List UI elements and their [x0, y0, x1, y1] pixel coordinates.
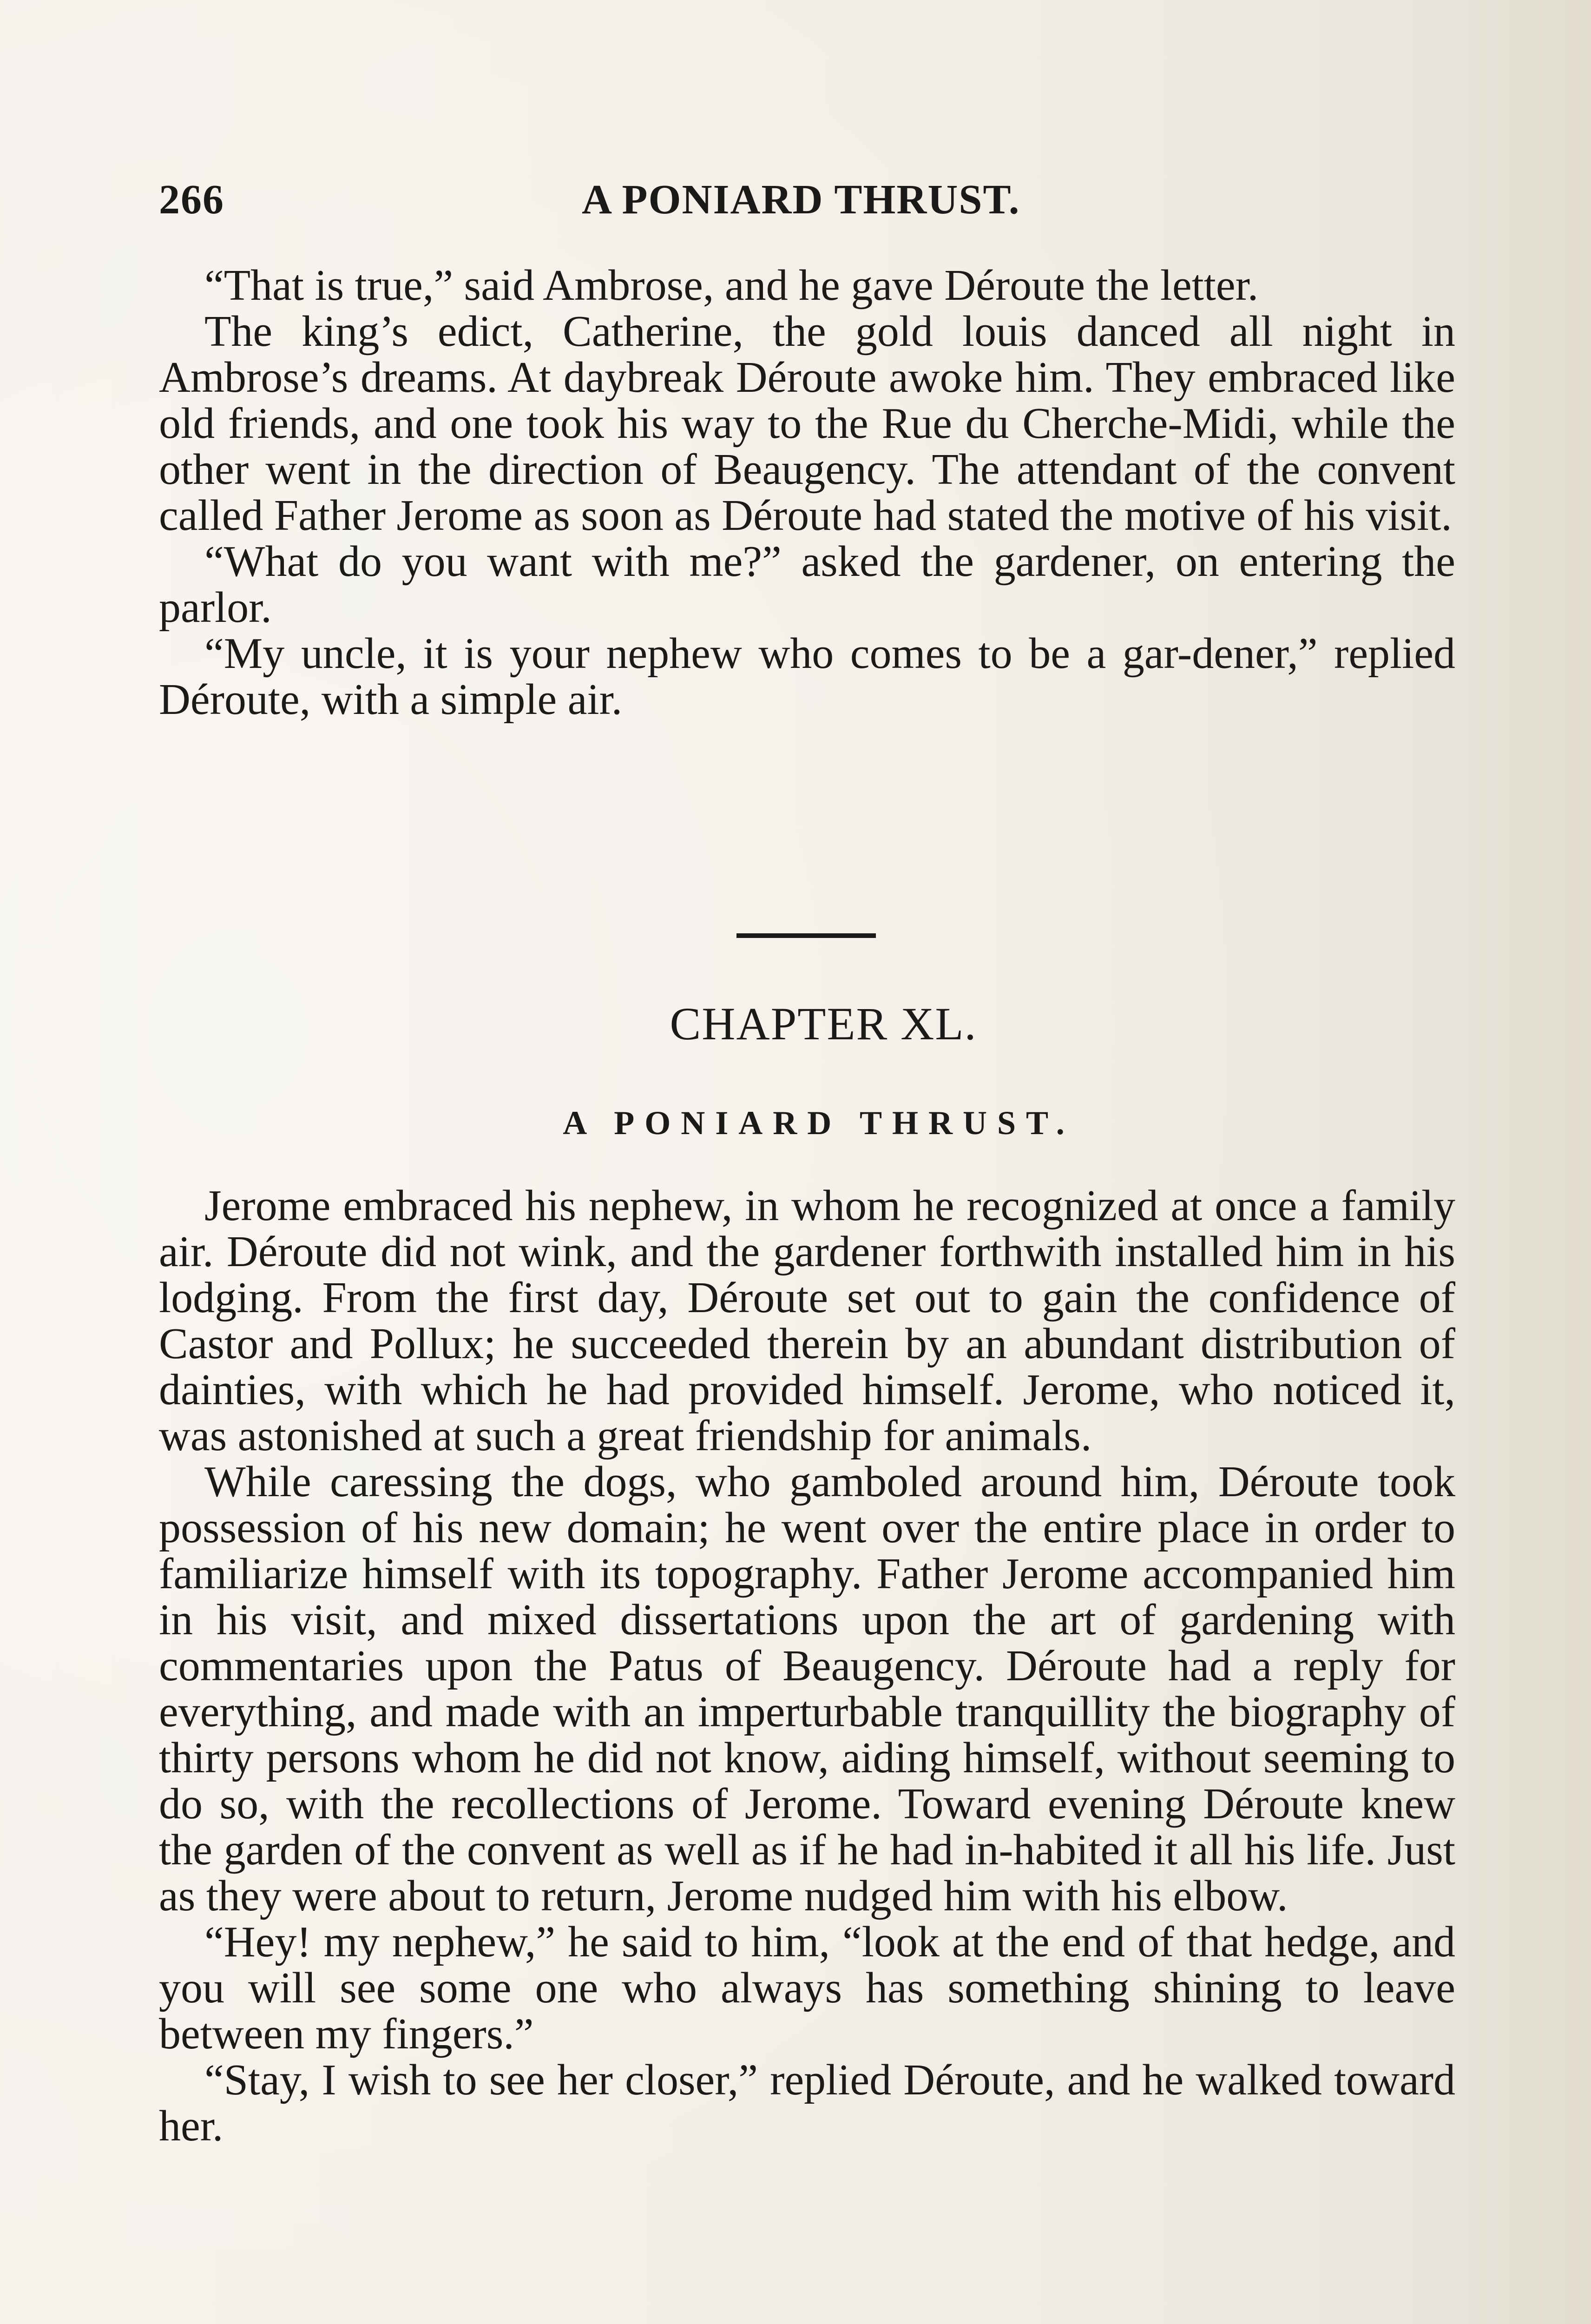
chapter-subtitle: A PONIARD THRUST.: [563, 1104, 1075, 1142]
paragraph: “My uncle, it is your nephew who comes to be a gar-dener,” replied Déroute, with a simple air.: [159, 629, 1455, 724]
paragraph: “What do you want with me?” asked the gardener, on entering the parlor.: [159, 537, 1455, 632]
paragraph: “Stay, I wish to see her closer,” replied Déroute, and he walked toward her.: [159, 2056, 1455, 2150]
page-header: [159, 176, 1455, 231]
paragraph: “Hey! my nephew,” he said to him, “look at the end of that hedge, and you will see some one who always has something shining to leave between my fingers.”: [159, 1918, 1455, 2058]
paragraph: “That is true,” said Ambrose, and he gave Déroute the letter.: [204, 261, 1259, 310]
page-number: 266: [159, 177, 224, 223]
top-text-block: [159, 263, 1455, 723]
section-divider: [736, 933, 876, 938]
paragraph: The king’s edict, Catherine, the gold louis danced all night in Ambrose’s dreams. At daybreak Déroute awoke him. They embraced like old friends, and one took his way to the Rue du Cherche-Midi, while the other went in the direction of Beaugency. The attendant of the convent called Father Jerome as soon as Déroute had stated the motive of his visit.: [159, 307, 1455, 540]
chapter-text-block: [159, 1183, 1455, 2149]
chapter-title: CHAPTER XL.: [670, 998, 977, 1050]
paragraph: While caressing the dogs, who gamboled around him, Déroute took possession of his new domain; he went over the entire place in order to familiarize himself with its topography. Father Jerome accompanied him in his visit, and mixed dissertations upon the art of gardening with commentaries upon the Patus of Beaugency. Déroute had a reply for everything, and made with an imperturbable tranquillity the biography of thirty persons whom he did not know, aiding himself, without seeming to do so, with the recollections of Jerome. Toward evening Déroute knew the garden of the convent as well as if he had in-habited it all his life. Just as they were about to return, Jerome nudged him with his elbow.: [159, 1458, 1455, 1920]
paragraph: Jerome embraced his nephew, in whom he recognized at once a family air. Déroute did not wink, and the gardener forthwith installed him in his lodging. From the first day, Déroute set out to gain the confidence of Castor and Pollux; he succeeded therein by an abundant distribution of dainties, with which he had provided himself. Jerome, who noticed it, was astonished at such a great friendship for animals.: [159, 1182, 1455, 1460]
running-title: A PONIARD THRUST.: [582, 177, 1020, 223]
